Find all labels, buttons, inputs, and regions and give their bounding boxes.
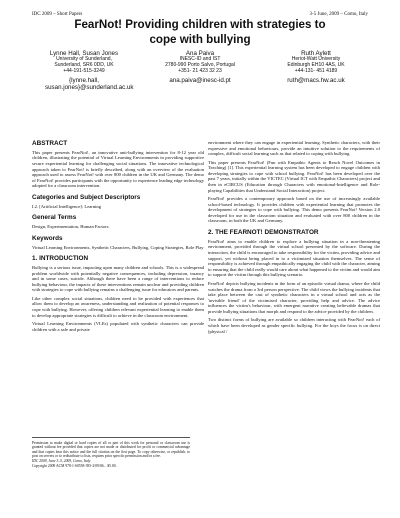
demonstrator-heading: 2. THE FEARNOT! DEMONSTRATOR	[208, 229, 319, 237]
body-paragraph: environment where they can engage in experiential learning. Synthetic characters, with their expressive and emotional behaviours, provide an intuitive solution to the requirements of complex, difficult social learning such as that related to coping with bullying.	[208, 140, 380, 157]
abstract-text: This paper presents FearNot!, an innovative anti-bullying intervention for 8-12 year old children, illustrating the potential of Virtual Learning Environments in providing supportive secure experiential learning for challenging social situations. The innovative technological approach taken to FearNot! is briefly described, along with an overview of the evaluation approach used to assess FearNot! with over 800 children in the UK and Germany. The demo of FearNot! provides participants with the opportunity to experience leading edge technology adopted for a classroom intervention.	[32, 149, 204, 189]
author-block-2	[140, 50, 260, 84]
terms-heading: General Terms	[32, 214, 77, 222]
copyright-line: Copyright 2009 ACM 978-1-60558-395-2/09/06... $5.00.	[32, 463, 117, 468]
author-address: 2780-990 Porto Salvo, Portugal	[165, 62, 235, 69]
author-phone: +44-191-515-3249	[63, 68, 105, 75]
body-paragraph: This paper presents FearNot! (Fun with Empathic Agents to Reach Novel Outcomes in Teaching) [1]. This experiential learning system has been developed to engage children with developing strategies to cope with school bullying. FearNot! has been developed over the past 7 years, initially within the VICTEC (Virtual ICT with Empathic Characters) project and then in eCIRCUS (Education through Characters with emotional-Intelligence and Role-playing Capabilities that Understand Social Interaction) project.	[208, 159, 380, 193]
abstract-heading: ABSTRACT	[32, 140, 68, 147]
terms-text: Design, Experimentation, Human Factors.	[32, 224, 110, 230]
body-paragraph: Two distinct forms of bullying are available so children interacting with FearNot! each of which have been developed as gender specific bullying. For the boys the focus is on direct (physical /	[208, 317, 380, 334]
author-block-3	[256, 50, 376, 84]
author-address: Edinburgh EH10 4AS, UK	[287, 62, 345, 69]
author-address: Sunderland, SR6 0DD, UK	[54, 62, 114, 69]
author-email: ruth@macs.hw.ac.uk	[287, 76, 345, 84]
permission-text: Permission to make digital or hard copies of all or part of this work for personal or classroom use is granted without fee provided that copies are not made or distributed for profit or commercial advantage and that copies bear this notice and the full citation on the first page. To copy otherwise, or republish, to post on servers or to redistribute to lists, requires prior specific permission and/or a fee.	[32, 441, 190, 459]
author-name: Lynne Hall, Susan Jones	[49, 50, 119, 57]
venue-line: IDC 2009, June 3–5, 2009, Como, Italy	[32, 459, 91, 464]
categories-text: I.2. [Artificial Intelligence]: Learning	[32, 203, 102, 209]
author-name: Ruth Aylett	[301, 50, 331, 57]
author-phone: +44-131- 451 4189	[294, 68, 338, 75]
introduction-heading: 1. INTRODUCTION	[32, 255, 89, 263]
introduction-paragraph: Like other complex social situations, children need to be provided with experiences that allow them to develop an awareness, understanding and realization of potential responses to cope with bullying. However, offering children relevant experiential learning to enable them to develop appropriate strategies is difficult to achieve in the classroom environment.	[32, 295, 204, 318]
left-column	[32, 140, 204, 336]
author-name: Ana Paiva	[185, 50, 215, 57]
body-paragraph: FearNot! provides a contemporary approach based on the use of increasingly available school-based technology. It provides children with experiential learning that promotes the development of strategies to cope with bullying. This demo presents FearNot! Version 2.0 developed for use in the classroom situation and evaluated with over 800 children in the classroom, in both the UK and Germany.	[208, 196, 380, 224]
author-block-1	[24, 50, 144, 91]
author-affiliation: INESC-ID and IST	[179, 56, 221, 63]
author-affiliation: Heriot-Watt University	[291, 56, 341, 63]
body-paragraph: FearNot! aims to enable children to explore a bullying situation in a non-threatening environment, provided through the virtual school presented by the software. During the interaction, the child is encouraged to take responsibility for the victim, providing advice and support, yet without being placed in to a victimized situation themselves. The sense of responsibility is achieved through empathically engaging the child with the character, aiming to ensuring that the child really would care about what happened to the victim and would aim to support the victim through this bullying scenario.	[208, 238, 380, 278]
body-paragraph: FearNot! depicts bullying incidents in the form of an episodic virtual drama, where the child watches the drama from a 3rd person perspective. The child views the bullying incidents that take place between the cast of synthetic characters in a virtual school and acts as the 'invisible friend' of the victimised character, providing help and advice. The advice influences the victim's behaviour, with emergent narrative creating believable dramas that provide bullying situations that morph and respond to the advice provided by the children.	[208, 280, 380, 314]
running-header-left: IDC 2009 – Short Papers	[32, 12, 83, 17]
categories-heading: Categories and Subject Descriptors	[32, 193, 141, 201]
right-column	[208, 140, 380, 337]
paper-title: FearNot! Providing children with strategies to cope with bullying	[74, 18, 326, 46]
author-email: ana.paiva@inesc-id.pt	[169, 76, 231, 84]
author-phone: +351- 21 423 32 23	[178, 68, 222, 75]
introduction-paragraph: Virtual Learning Environments (VLEs) populated with synthetic characters can provide children with a safe and private	[32, 321, 204, 332]
author-email: {lynne.hall, susan.jones}@sunderland.ac.uk	[45, 76, 134, 91]
keywords-heading: Keywords	[32, 234, 63, 242]
keywords-text: Virtual Learning Environments, Synthetic Characters, Bullying, Coping Strategies, Role Play	[32, 244, 204, 250]
author-affiliation: University of Sunderland,	[56, 56, 112, 63]
permission-notice	[32, 437, 190, 468]
introduction-paragraph: Bullying is a serious issue, impacting upon many children and schools. This is a widespread problem worldwide with potentially negative consequences, including depression, truancy and in some cases, suicide. Although there have been a range of interventions to reduce bullying behaviour, the impacts of these interventions remain unclear and providing children with strategies to cope with bullying remains a challenging issue for educators and parents.	[32, 265, 204, 293]
running-header-right: 3-5 June, 2009 – Como, Italy	[309, 12, 368, 17]
